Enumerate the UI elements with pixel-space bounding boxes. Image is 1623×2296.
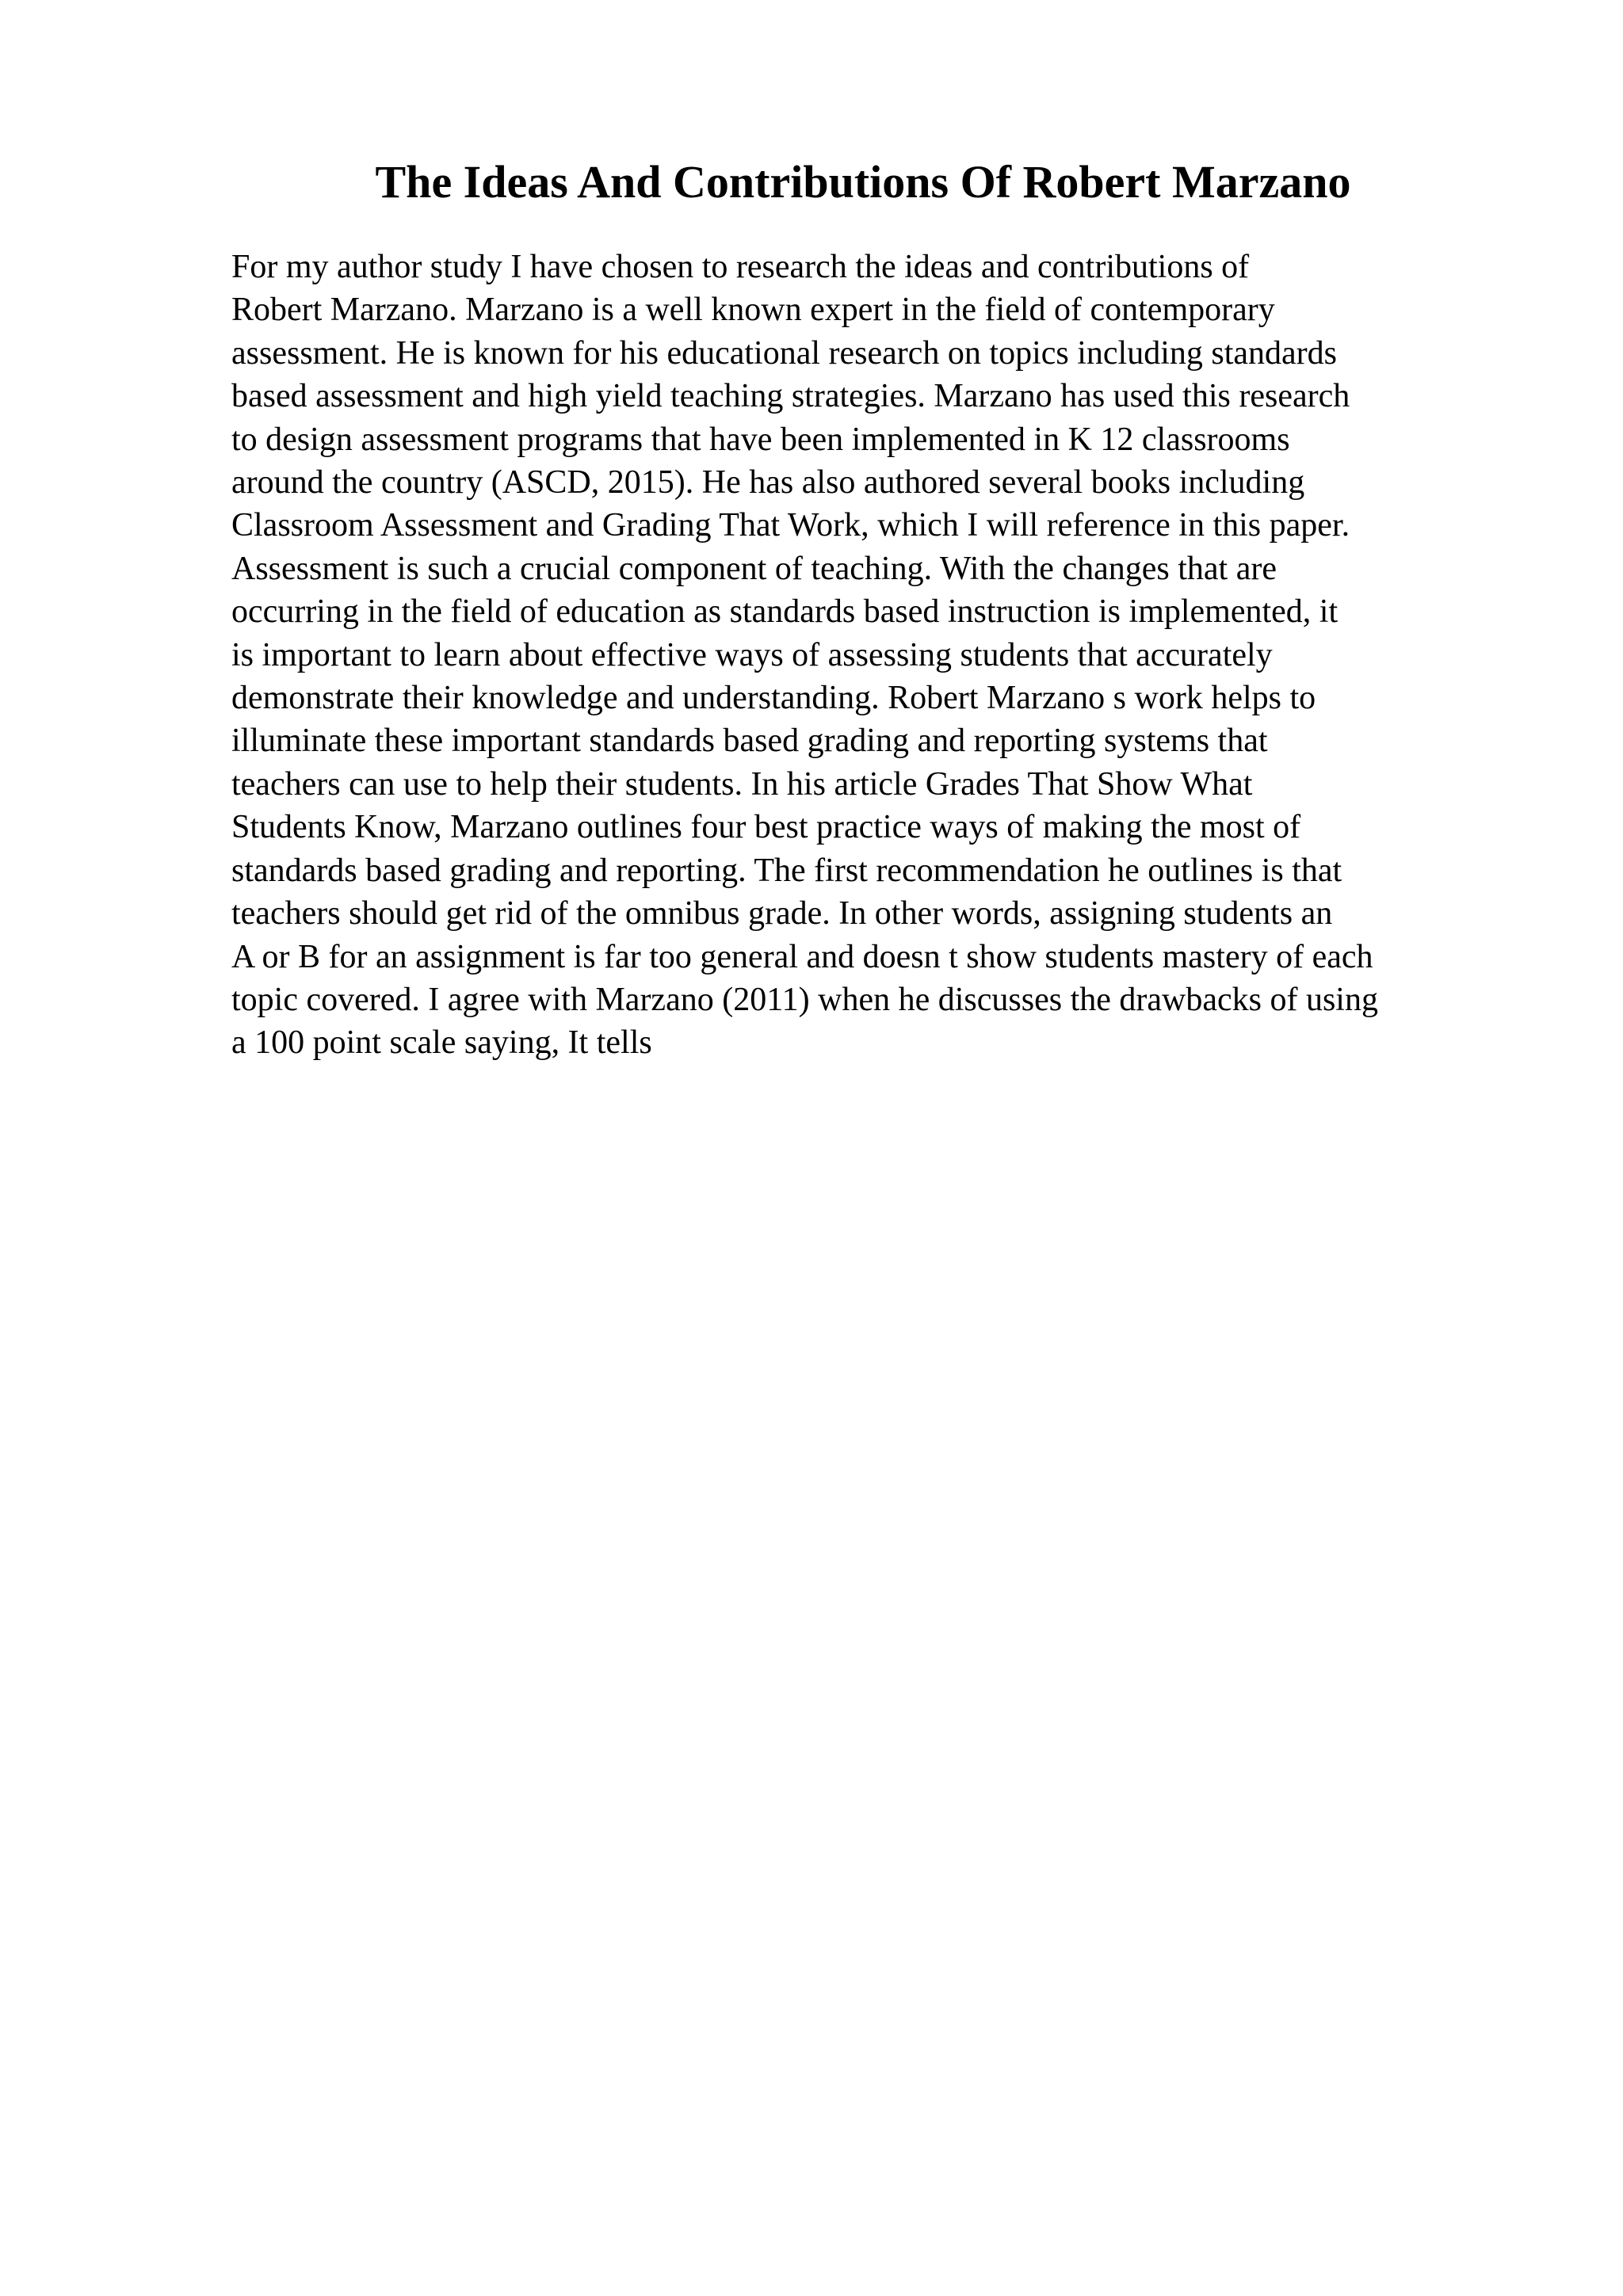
body-line: For my author study I have chosen to research the ideas and contributions of [231, 249, 1250, 285]
body-line: assessment. He is known for his educational research on topics including standards [231, 334, 1338, 372]
body-line: Students Know, Marzano outlines four best practice ways of making the most of [231, 809, 1301, 846]
body-line: topic covered. I agree with Marzano (2011) when he discusses the drawbacks of using [231, 981, 1378, 1018]
body-line: standards based grading and reporting. The first recommendation he outlines is that [231, 852, 1342, 889]
body-line: Classroom Assessment and Grading That Work, which I will reference in this paper. [231, 507, 1350, 544]
body-line: Robert Marzano. Marzano is a well known expert in the field of contemporary [231, 292, 1275, 329]
body-line: around the country (ASCD, 2015). He has also authored several books including [231, 464, 1305, 502]
body-line: demonstrate their knowledge and understanding. Robert Marzano s work helps to [231, 680, 1316, 717]
body-line: Assessment is such a crucial component of teaching. With the changes that are [231, 550, 1277, 587]
body-line: is important to learn about effective ways of assessing students that accurately [231, 636, 1273, 673]
body-line: teachers can use to help their students. In his article Grades That Show What [231, 765, 1253, 803]
document-body [231, 246, 1594, 1065]
body-line: occurring in the field of education as standards based instruction is implemented, it [231, 593, 1338, 631]
body-line: to design assessment programs that have been implemented in K 12 classrooms [231, 421, 1290, 458]
body-line: based assessment and high yield teaching strategies. Marzano has used this research [231, 378, 1350, 415]
document-title: The Ideas And Contributions Of Robert Marzano [375, 156, 1351, 208]
body-line: teachers should get rid of the omnibus grade. In other words, assigning students an [231, 895, 1333, 933]
body-line: illuminate these important standards based grading and reporting systems that [231, 723, 1268, 760]
body-line: a 100 point scale saying, It tells [231, 1024, 652, 1062]
body-line: A or B for an assignment is far too general and doesn t show students mastery of each [231, 938, 1373, 975]
